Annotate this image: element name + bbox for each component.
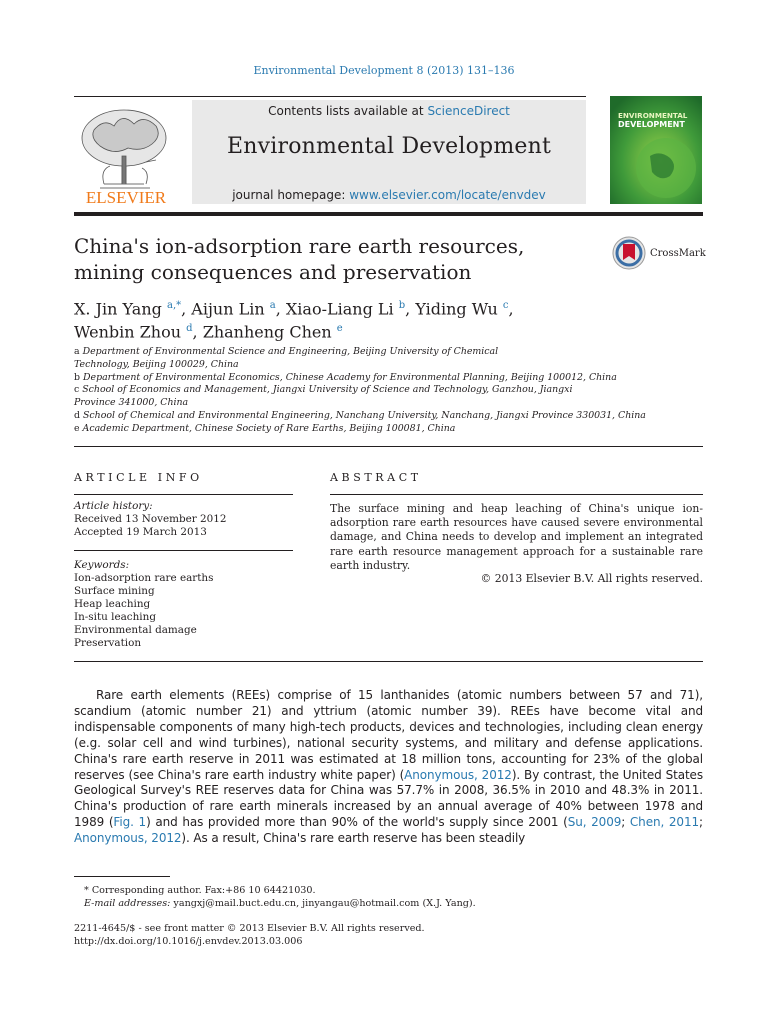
section-rule bbox=[74, 446, 703, 447]
article-info-heading: ARTICLE INFO bbox=[74, 471, 203, 484]
accepted-date: Accepted 19 March 2013 bbox=[74, 526, 207, 538]
elsevier-tree-icon bbox=[74, 100, 178, 208]
homepage-link[interactable]: www.elsevier.com/locate/envdev bbox=[349, 188, 546, 202]
keyword-item: Environmental damage bbox=[74, 624, 197, 636]
front-matter bbox=[74, 922, 425, 948]
header-top-rule bbox=[74, 96, 586, 97]
header-bottom-rule bbox=[74, 212, 703, 216]
author-name[interactable]: Wenbin Zhou bbox=[74, 322, 182, 342]
email-addresses[interactable]: yangxj@mail.buct.edu.cn, jinyangau@hotmail.com (X.J. Yang). bbox=[170, 898, 476, 909]
abstract-copyright: © 2013 Elsevier B.V. All rights reserved. bbox=[480, 572, 703, 585]
cover-text-2: DEVELOPMENT bbox=[618, 120, 685, 129]
article-info-rule bbox=[74, 494, 293, 495]
abstract-bottom-rule bbox=[74, 661, 703, 662]
homepage-line bbox=[192, 188, 586, 202]
reference-link[interactable]: Chen, 2011 bbox=[629, 815, 700, 830]
history-label: Article history: bbox=[74, 500, 153, 512]
article-history bbox=[74, 500, 293, 539]
article-title bbox=[74, 233, 594, 285]
author-affil-sup[interactable]: e bbox=[336, 323, 343, 335]
keyword-item: Heap leaching bbox=[74, 598, 151, 610]
abstract-heading: ABSTRACT bbox=[330, 471, 422, 484]
crossmark-icon bbox=[612, 236, 648, 270]
email-note bbox=[74, 897, 476, 910]
keywords-label: Keywords: bbox=[74, 559, 130, 571]
affiliations bbox=[74, 346, 703, 436]
crossmark-button[interactable] bbox=[612, 236, 704, 270]
reference-link[interactable]: Anonymous, 2012 bbox=[74, 831, 182, 846]
email-label: E-mail addresses: bbox=[84, 898, 171, 909]
affiliation-item: c School of Economics and Management, Jiangxi University of Science and Technology, Ganzhou, Jiangxi Province 341000, China bbox=[74, 384, 573, 409]
author-affil-sup[interactable]: b bbox=[398, 300, 406, 311]
keywords-rule bbox=[74, 550, 293, 551]
keywords-block bbox=[74, 559, 293, 650]
author-name[interactable]: X. Jin Yang bbox=[74, 299, 162, 319]
affiliation-item: a Department of Environmental Science and Engineering, Beijing University of Chemical Technology, Beijing 100029, China bbox=[74, 346, 499, 370]
journal-cover-image[interactable] bbox=[610, 96, 702, 204]
reference-link[interactable]: Anonymous, 2012 bbox=[404, 767, 512, 782]
keyword-item: In-situ leaching bbox=[74, 611, 156, 623]
doi-link[interactable]: http://dx.doi.org/10.1016/j.envdev.2013.03.006 bbox=[74, 936, 303, 947]
keyword-item: Preservation bbox=[74, 637, 142, 649]
author-name[interactable]: Zhanheng Chen bbox=[202, 322, 332, 342]
author-affil-sup[interactable]: d bbox=[186, 323, 193, 335]
author-affil-sup[interactable]: c bbox=[502, 300, 509, 311]
homepage-prefix: journal homepage: bbox=[232, 188, 350, 202]
author-affil-sup[interactable]: a,* bbox=[166, 300, 182, 311]
elsevier-logo[interactable] bbox=[74, 100, 178, 208]
issn-line: 2211-4645/$ - see front matter © 2013 Elsevier B.V. All rights reserved. bbox=[74, 923, 425, 934]
corresponding-author-note: * Corresponding author. Fax:+86 10 64421030. bbox=[84, 885, 316, 896]
elsevier-wordmark: ELSEVIER bbox=[85, 188, 167, 207]
received-date: Received 13 November 2012 bbox=[74, 513, 227, 525]
contents-prefix: Contents lists available at bbox=[268, 104, 428, 118]
title-line-1: China's ion-adsorption rare earth resources, bbox=[74, 234, 525, 258]
author-name[interactable]: Xiao-Liang Li bbox=[285, 299, 394, 319]
affiliation-item: b Department of Environmental Economics, Chinese Academy for Environmental Planning, Beijing 100012, China bbox=[74, 371, 617, 383]
figure-link[interactable]: Fig. 1 bbox=[113, 815, 147, 830]
footnote-rule bbox=[74, 876, 170, 877]
affiliation-item: e Academic Department, Chinese Society of Rare Earths, Beijing 100081, China bbox=[74, 422, 456, 434]
abstract-rule bbox=[330, 494, 703, 495]
affiliation-item: d School of Chemical and Environmental Engineering, Nanchang University, Nanchang, Jiangxi Province 330031, China bbox=[74, 409, 646, 421]
sciencedirect-link[interactable]: ScienceDirect bbox=[427, 104, 510, 118]
crossmark-label: CrossMark bbox=[650, 248, 706, 259]
cover-text-1: ENVIRONMENTAL bbox=[618, 111, 688, 120]
body-paragraph: Rare earth elements (REEs) comprise of 15 lanthanides (atomic numbers between 57 and 71), scandium (atomic number 21) and yttrium (atomic number 39). REEs have become vital and indispensable components of many high-tech products, devices and technologies, including clean energy (e.g. solar cell and wind turbines), national security systems, and military and defense applications. China's rare earth reserve in 2011 was estimated at 18 million tons, accounting for 23% of the global reserves (see China's rare earth industry white paper) (Anonymous, 2012). By contrast, the United States Geological Survey's REE reserves data for China was 57.7% in 2008, 36.5% in 2010 and 48.3% in 2011. China's production of rare earth minerals increased by an annual average of 40% between 1978 and 1989 (Fig. 1) and has provided more than 90% of the world's supply since 2001 (Su, 2009; Chen, 2011; Anonymous, 2012). As a result, China's rare earth reserve has been steadily bbox=[74, 688, 703, 846]
abstract-text: The surface mining and heap leaching of China's unique ion-adsorption rare earth resources have caused severe environmental damage, and China needs to develop and implement an integrated rare earth resource management approach for a sustainable rare earth industry. bbox=[330, 502, 703, 572]
contents-line bbox=[192, 104, 586, 118]
author-name[interactable]: Aijun Lin bbox=[191, 299, 265, 319]
journal-citation[interactable]: Environmental Development 8 (2013) 131–136 bbox=[253, 64, 515, 77]
author-affil-sup[interactable]: a bbox=[269, 300, 276, 311]
title-line-2: mining consequences and preservation bbox=[74, 260, 472, 284]
footnotes bbox=[74, 884, 476, 910]
reference-link[interactable]: Su, 2009 bbox=[567, 815, 622, 830]
author-list: X. Jin Yang $^{a,*}$, Aijun Lin $^a$, Xiao-Liang Li $^b$, Yiding Wu $^c$, Wenbin Zhou $^d$, Zhanheng Chen $^e$ bbox=[74, 299, 514, 342]
journal-title: Environmental Development bbox=[226, 134, 552, 159]
author-name[interactable]: Yiding Wu bbox=[415, 299, 498, 319]
journal-cover-icon bbox=[610, 96, 702, 204]
keyword-item: Ion-adsorption rare earths bbox=[74, 572, 214, 584]
keyword-item: Surface mining bbox=[74, 585, 155, 597]
